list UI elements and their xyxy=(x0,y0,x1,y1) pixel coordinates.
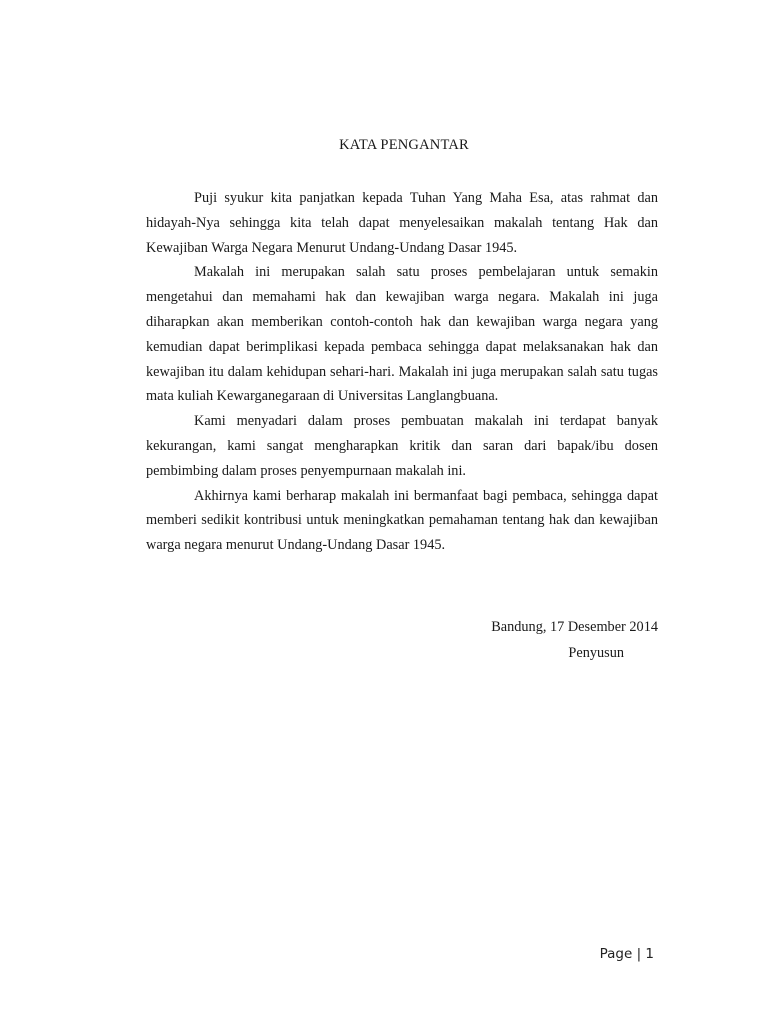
signature-block xyxy=(420,614,658,666)
signature-author: Penyusun xyxy=(568,645,624,661)
paragraph-1: Puji syukur kita panjatkan kepada Tuhan Yang Maha Esa, atas rahmat dan hidayah-Nya sehingga kita telah dapat menyelesaikan makalah tentang Hak dan Kewajiban Warga Negara Menurut Undang-Undang Dasar 1945. xyxy=(146,190,658,256)
page-number-footer: Page | 1 xyxy=(599,946,654,962)
paragraph-2: Makalah ini merupakan salah satu proses pembelajaran untuk semakin mengetahui dan memahami hak dan kewajiban warga negara. Makalah ini juga diharapkan akan memberikan contoh-contoh hak dan kewajiban warga negara yang kemudian dapat berimplikasi kepada pembaca sehingga dapat melaksanakan hak dan kewajiban itu dalam kehidupan sehari-hari. Makalah ini juga merupakan salah satu tugas mata kuliah Kewarganegaraan di Universitas Langlangbuana. xyxy=(146,264,658,405)
body-text xyxy=(146,186,658,558)
page-title: KATA PENGANTAR xyxy=(339,137,469,153)
signature-place-date: Bandung, 17 Desember 2014 xyxy=(491,619,658,635)
paragraph-4: Akhirnya kami berharap makalah ini bermanfaat bagi pembaca, sehingga dapat memberi sedikit kontribusi untuk meningkatkan pemahaman tentang hak dan kewajiban warga negara menurut Undang-Undang Dasar 1945. xyxy=(146,487,658,554)
paragraph-3: Kami menyadari dalam proses pembuatan makalah ini terdapat banyak kekurangan, kami sangat mengharapkan kritik dan saran dari bapak/ibu dosen pembimbing dalam proses penyempurnaan makalah ini. xyxy=(146,413,658,479)
